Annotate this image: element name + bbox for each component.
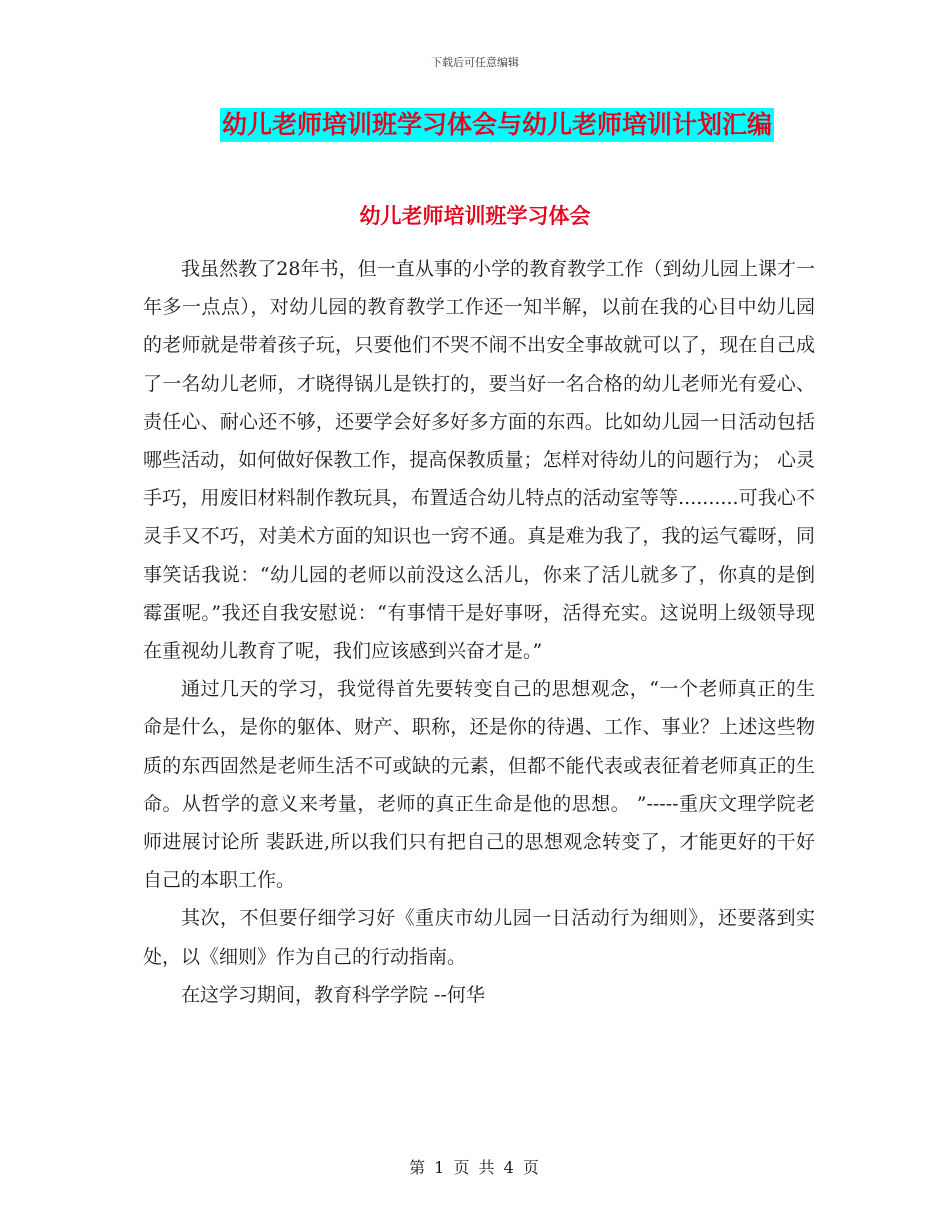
section-title: 幼儿老师培训班学习体会: [359, 204, 591, 228]
page-footer: 第 1 页 共 4 页: [409, 1158, 541, 1177]
paragraph-4: 在这学习期间，教育科学学院 --何华: [181, 983, 485, 1006]
document-title: 幼儿老师培训班学习体会与幼儿老师培训计划汇编: [220, 108, 774, 142]
paragraph-3: 其次，不但要仔细学习好《重庆市幼儿园一日活动行为细则》，还要落到实处，以《细则》作为自己的行动指南。: [143, 907, 815, 968]
paragraph-1: 我虽然教了28年书，但一直从事的小学的教育教学工作（到幼儿园上课才一年多一点点），对幼儿园的教育教学工作还一知半解，以前在我的心目中幼儿园的老师就是带着孩子玩，只要他们不哭不闹不出安全事故就可以了，现在自己成了一名幼儿老师，才晓得锅儿是铁打的，要当好一名合格的幼儿老师光有爱心、责任心、耐心还不够，还要学会好多好多方面的东西。比如幼儿园一日活动包括哪些活动，如何做好保教工作，提高保教质量；怎样对待幼儿的问题行为； 心灵手巧，用废旧材料制作教玩具，布置适合幼儿特点的活动室等等..........可我心不灵手又不巧，对美术方面的知识也一窍不通。真是难为我了，我的运气霉呀，同事笑话我说：“幼儿园的老师以前没这么活儿，你来了活儿就多了，你真的是倒霉蛋呢。”我还自我安慰说：“有事情干是好事呀，活得充实。这说明上级领导现在重视幼儿教育了呢，我们应该感到兴奋才是。”: [143, 258, 815, 663]
header-note: 下载后可任意编辑: [431, 56, 519, 69]
paragraph-2: 通过几天的学习，我觉得首先要转变自己的思想观念，“一个老师真正的生命是什么，是你的躯体、财产、职称，还是你的待遇、工作、事业？上述这些物质的东西固然是老师生活不可或缺的元素，但都不能代表或表征着老师真正的生命。从哲学的意义来考量，老师的真正生命是他的思想。 ”-----重庆文理学院老师进展讨论所 裴跃进,所以我们只有把自己的思想观念转变了，才能更好的干好自己的本职工作。: [143, 678, 815, 892]
document-title-container: [0, 108, 950, 142]
document-body: [143, 250, 815, 1014]
